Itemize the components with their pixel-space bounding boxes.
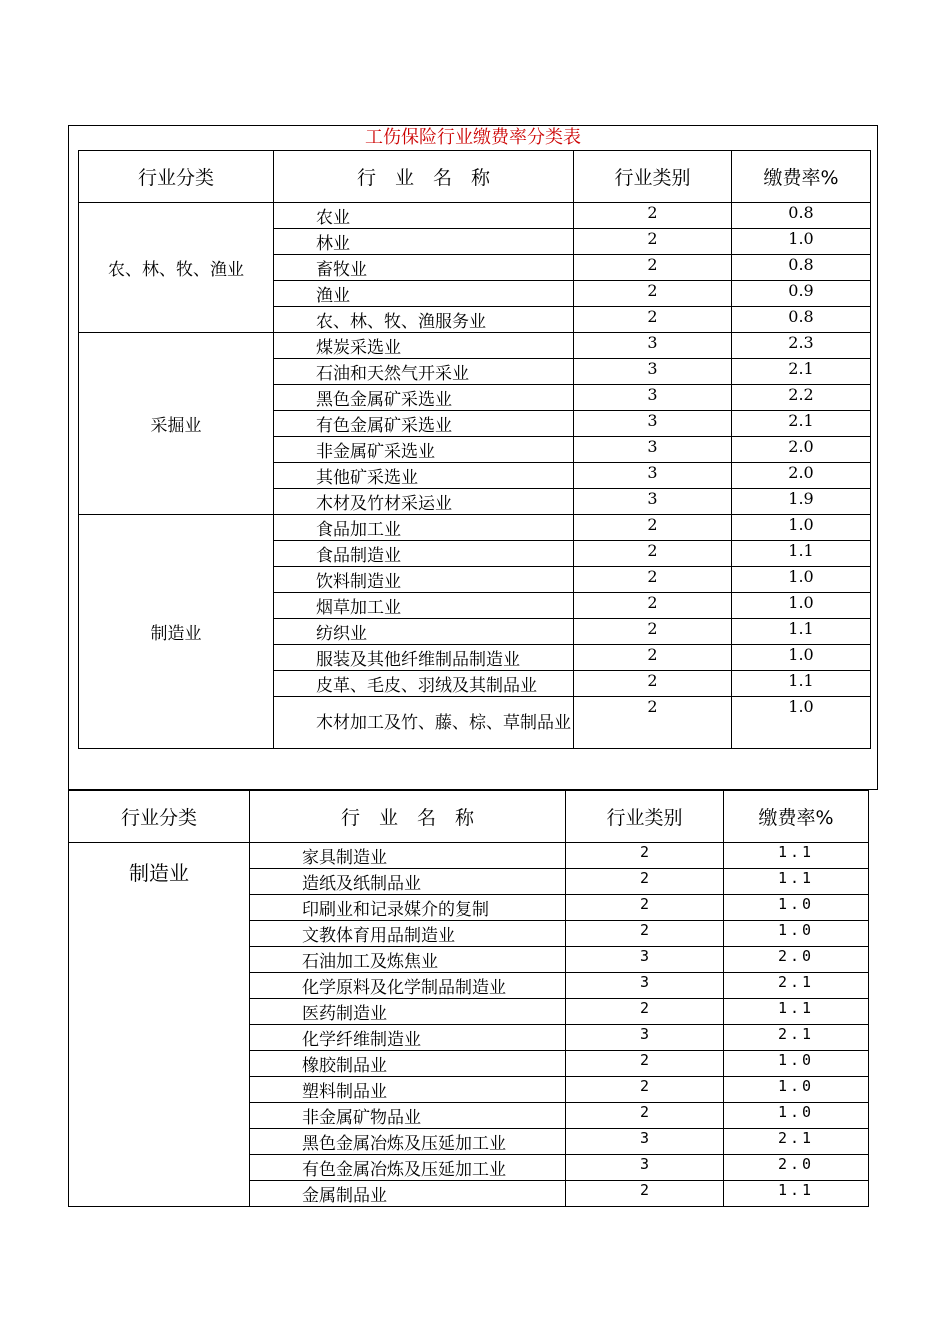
contribution-rate: 1.0: [724, 1103, 869, 1129]
contribution-rate: 2.1: [724, 973, 869, 999]
contribution-rate: 2.0: [732, 437, 871, 463]
industry-type: 3: [574, 385, 732, 411]
table-row: [79, 515, 871, 541]
contribution-rate: 2.0: [724, 947, 869, 973]
industry-type: 3: [566, 1025, 724, 1051]
industry-name: 文教体育用品制造业: [250, 921, 566, 947]
header-category: 行业分类: [79, 151, 274, 203]
table-header-row: [69, 791, 869, 843]
industry-name: 畜牧业: [274, 255, 574, 281]
industry-name: 服装及其他纤维制品制造业: [274, 645, 574, 671]
contribution-rate: 2.0: [732, 463, 871, 489]
industry-name: 化学纤维制造业: [250, 1025, 566, 1051]
industry-name: 家具制造业: [250, 843, 566, 869]
industry-type: 3: [574, 489, 732, 515]
industry-name: 食品制造业: [274, 541, 574, 567]
table-header-row: [79, 151, 871, 203]
industry-type: 3: [566, 973, 724, 999]
contribution-rate: 1.0: [724, 921, 869, 947]
contribution-rate: 2.1: [724, 1025, 869, 1051]
industry-type: 2: [566, 1181, 724, 1207]
contribution-rate: 1.0: [724, 1051, 869, 1077]
contribution-rate: 1.0: [732, 645, 871, 671]
industry-name: 皮革、毛皮、羽绒及其制品业: [274, 671, 574, 697]
rate-table-2: [68, 790, 869, 1207]
industry-name: 石油和天然气开采业: [274, 359, 574, 385]
contribution-rate: 1.9: [732, 489, 871, 515]
contribution-rate: 1.0: [732, 697, 871, 749]
industry-type: 2: [574, 697, 732, 749]
industry-name: 黑色金属冶炼及压延加工业: [250, 1129, 566, 1155]
industry-name: 食品加工业: [274, 515, 574, 541]
industry-type: 2: [566, 1103, 724, 1129]
contribution-rate: 1.0: [732, 515, 871, 541]
industry-name: 烟草加工业: [274, 593, 574, 619]
contribution-rate: 1.1: [724, 843, 869, 869]
contribution-rate: 2.1: [732, 411, 871, 437]
contribution-rate: 1.0: [732, 229, 871, 255]
industry-type: 2: [574, 281, 732, 307]
industry-type: 3: [566, 1155, 724, 1181]
industry-name: 医药制造业: [250, 999, 566, 1025]
contribution-rate: 0.9: [732, 281, 871, 307]
industry-type: 2: [566, 869, 724, 895]
industry-name: 有色金属冶炼及压延加工业: [250, 1155, 566, 1181]
industry-name: 饮料制造业: [274, 567, 574, 593]
rate-table-1: [78, 150, 871, 749]
industry-type: 2: [574, 307, 732, 333]
industry-type: 3: [574, 463, 732, 489]
industry-name: 橡胶制品业: [250, 1051, 566, 1077]
industry-type: 2: [566, 921, 724, 947]
contribution-rate: 2.1: [732, 359, 871, 385]
industry-name: 化学原料及化学制品制造业: [250, 973, 566, 999]
header-name: 行 业 名 称: [250, 791, 566, 843]
contribution-rate: 2.1: [724, 1129, 869, 1155]
industry-name: 农、林、牧、渔服务业: [274, 307, 574, 333]
contribution-rate: 1.1: [724, 999, 869, 1025]
industry-type: 3: [566, 947, 724, 973]
industry-name: 煤炭采选业: [274, 333, 574, 359]
category-cell: 制造业: [69, 843, 250, 1207]
contribution-rate: 1.1: [732, 671, 871, 697]
contribution-rate: 1.0: [732, 593, 871, 619]
industry-type: 2: [566, 999, 724, 1025]
page-title: 工伤保险行业缴费率分类表: [365, 127, 581, 148]
industry-name: 印刷业和记录媒介的复制: [250, 895, 566, 921]
industry-name: 有色金属矿采选业: [274, 411, 574, 437]
header-type: 行业类别: [566, 791, 724, 843]
industry-name: 渔业: [274, 281, 574, 307]
industry-type: 2: [574, 671, 732, 697]
contribution-rate: 2.3: [732, 333, 871, 359]
industry-name: 石油加工及炼焦业: [250, 947, 566, 973]
contribution-rate: 1.1: [724, 1181, 869, 1207]
industry-type: 3: [574, 359, 732, 385]
contribution-rate: 1.1: [724, 869, 869, 895]
industry-name: 黑色金属矿采选业: [274, 385, 574, 411]
contribution-rate: 0.8: [732, 203, 871, 229]
category-cell: 制造业: [79, 515, 274, 749]
industry-name: 纺织业: [274, 619, 574, 645]
contribution-rate: 1.0: [724, 1077, 869, 1103]
industry-name: 非金属矿采选业: [274, 437, 574, 463]
industry-type: 3: [574, 411, 732, 437]
industry-name: 木材及竹材采运业: [274, 489, 574, 515]
category-cell: 采掘业: [79, 333, 274, 515]
header-type: 行业类别: [574, 151, 732, 203]
industry-name: 木材加工及竹、藤、棕、草制品业: [274, 697, 574, 749]
table-row: [79, 203, 871, 229]
industry-type: 2: [574, 515, 732, 541]
contribution-rate: 2.2: [732, 385, 871, 411]
table-row: [79, 333, 871, 359]
table-row: [69, 843, 869, 869]
contribution-rate: 1.1: [732, 619, 871, 645]
contribution-rate: 0.8: [732, 255, 871, 281]
industry-type: 2: [574, 541, 732, 567]
industry-type: 2: [574, 593, 732, 619]
industry-type: 2: [566, 1051, 724, 1077]
industry-name: 农业: [274, 203, 574, 229]
contribution-rate: 1.0: [732, 567, 871, 593]
industry-name: 非金属矿物品业: [250, 1103, 566, 1129]
contribution-rate: 0.8: [732, 307, 871, 333]
industry-type: 2: [574, 203, 732, 229]
header-rate: 缴费率%: [724, 791, 869, 843]
industry-type: 3: [574, 437, 732, 463]
industry-name: 造纸及纸制品业: [250, 869, 566, 895]
industry-type: 2: [566, 1077, 724, 1103]
industry-type: 3: [566, 1129, 724, 1155]
industry-type: 3: [574, 333, 732, 359]
contribution-rate: 1.1: [732, 541, 871, 567]
header-name: 行 业 名 称: [274, 151, 574, 203]
contribution-rate: 1.0: [724, 895, 869, 921]
industry-name: 金属制品业: [250, 1181, 566, 1207]
header-rate: 缴费率%: [732, 151, 871, 203]
industry-name: 林业: [274, 229, 574, 255]
industry-type: 2: [574, 645, 732, 671]
industry-type: 2: [574, 567, 732, 593]
header-category: 行业分类: [69, 791, 250, 843]
industry-type: 2: [574, 619, 732, 645]
industry-type: 2: [574, 229, 732, 255]
industry-type: 2: [574, 255, 732, 281]
industry-name: 其他矿采选业: [274, 463, 574, 489]
industry-name: 塑料制品业: [250, 1077, 566, 1103]
industry-type: 2: [566, 895, 724, 921]
category-cell: 农、林、牧、渔业: [79, 203, 274, 333]
contribution-rate: 2.0: [724, 1155, 869, 1181]
industry-type: 2: [566, 843, 724, 869]
